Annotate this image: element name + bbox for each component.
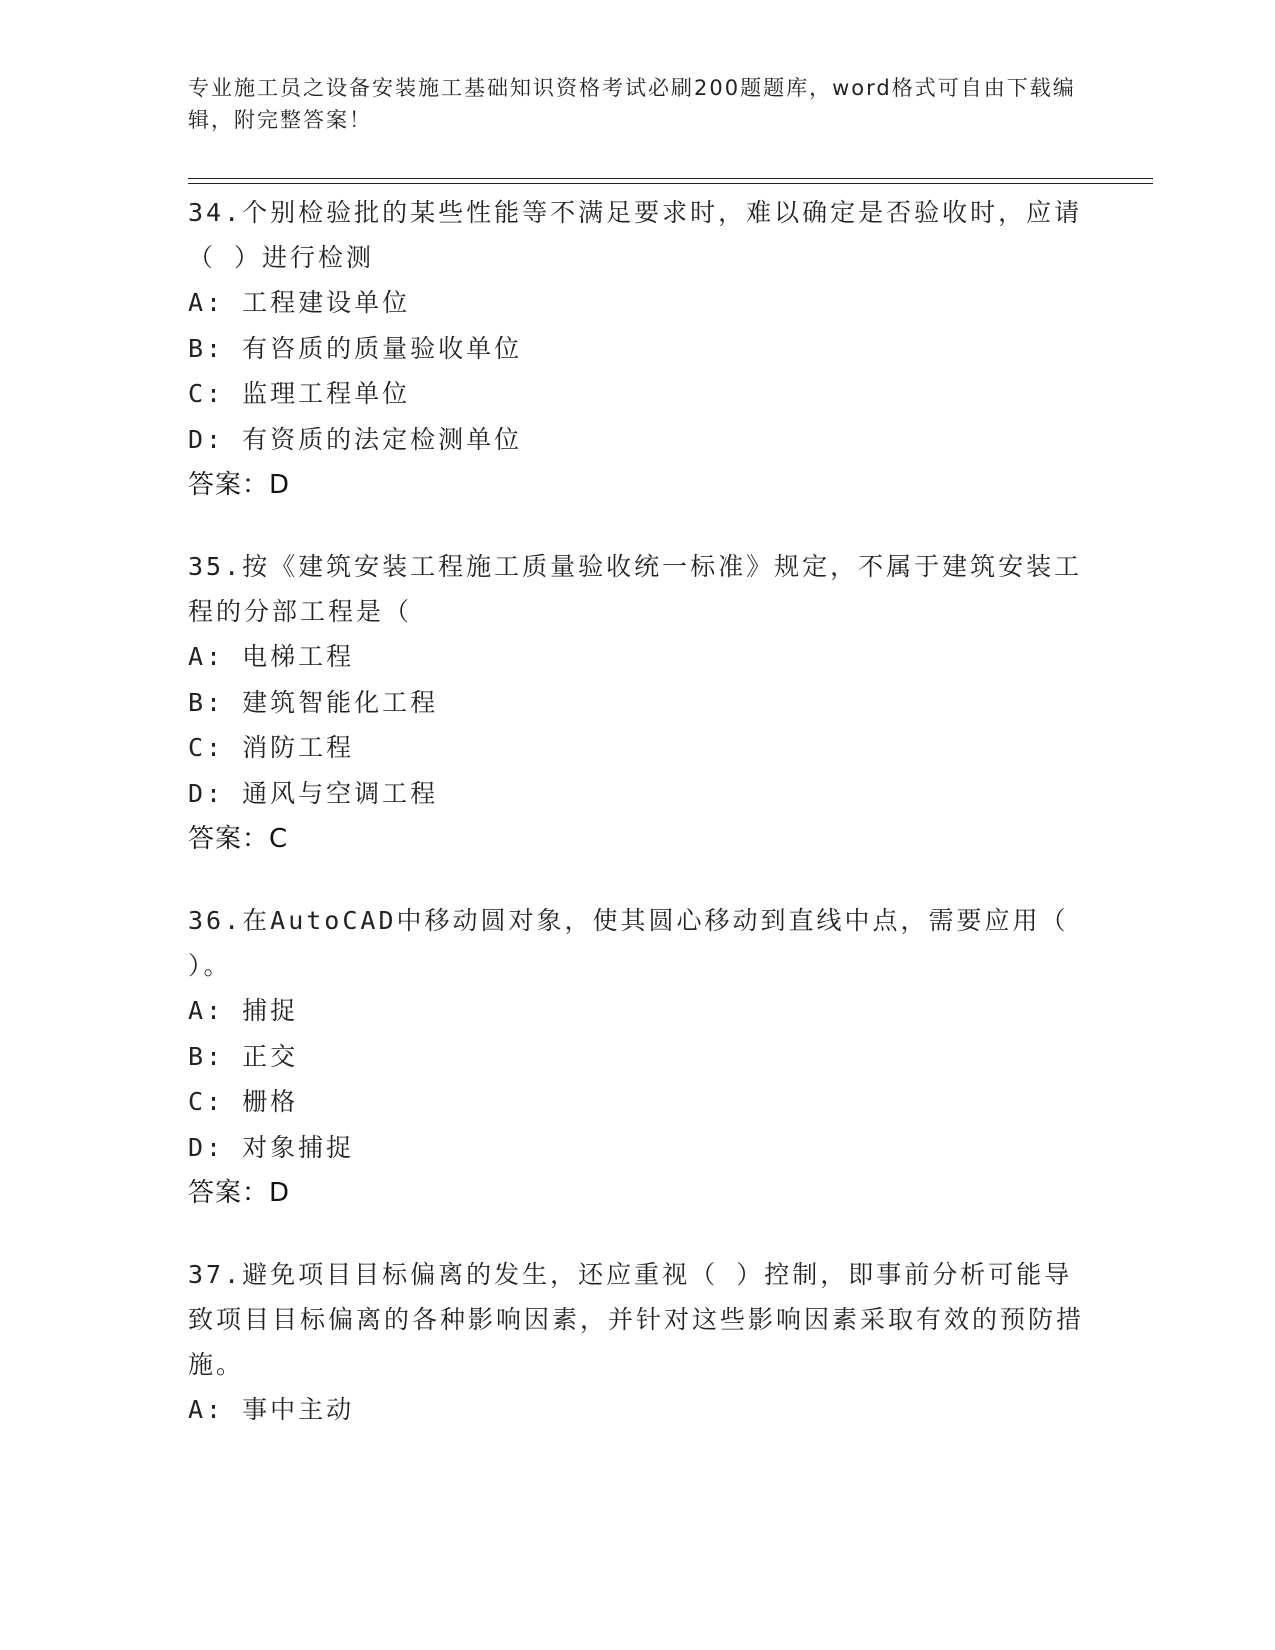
option-a: A: 事中主动 xyxy=(188,1395,355,1424)
option-d: D: 有资质的法定检测单位 xyxy=(188,424,523,454)
question-text: 35.按《建筑安装工程施工质量验收统一标准》规定，不属于建筑安装工程的分部工程是（ xyxy=(188,552,1083,626)
option-b: B: 建筑智能化工程 xyxy=(188,687,439,717)
question-text: 36.在AutoCAD中移动圆对象，使其圆心移动到直线中点，需要应用（ ）。 xyxy=(188,906,1069,980)
option-a: A: 工程建设单位 xyxy=(188,288,411,317)
option-d: D: 对象捕捉 xyxy=(188,1132,355,1162)
document-header: 专业施工员之设备安装施工基础知识资格考试必刷200题题库，word格式可自由下载编辑，附完整答案！ xyxy=(188,76,1076,132)
option-b: B: 有咨质的质量验收单位 xyxy=(188,333,523,363)
option-b: B: 正交 xyxy=(188,1041,299,1071)
answer-label: 答案：D xyxy=(188,1178,291,1208)
option-a: A: 电梯工程 xyxy=(188,642,355,671)
answer-label: 答案：C xyxy=(188,824,289,854)
answer-label: 答案：D xyxy=(188,470,291,500)
question-list xyxy=(188,190,1088,1469)
question-34 xyxy=(188,190,1088,508)
question-35 xyxy=(188,544,1088,862)
header-rule-top xyxy=(188,178,1153,179)
option-c: C: 栅格 xyxy=(188,1087,299,1116)
question-37 xyxy=(188,1252,1088,1433)
option-c: C: 监理工程单位 xyxy=(188,379,411,408)
question-text: 34.个别检验批的某些性能等不满足要求时，难以确定是否验收时，应请（ ）进行检测 xyxy=(188,198,1083,272)
option-c: C: 消防工程 xyxy=(188,733,355,762)
question-36 xyxy=(188,898,1088,1216)
option-a: A: 捕捉 xyxy=(188,996,299,1025)
question-text: 37.避免项目目标偏离的发生，还应重视（ ）控制，即事前分析可能导致项目目标偏离的各种影响因素，并针对这些影响因素采取有效的预防措施。 xyxy=(188,1260,1085,1379)
option-d: D: 通风与空调工程 xyxy=(188,778,439,808)
header-rule-bottom xyxy=(188,183,1153,184)
